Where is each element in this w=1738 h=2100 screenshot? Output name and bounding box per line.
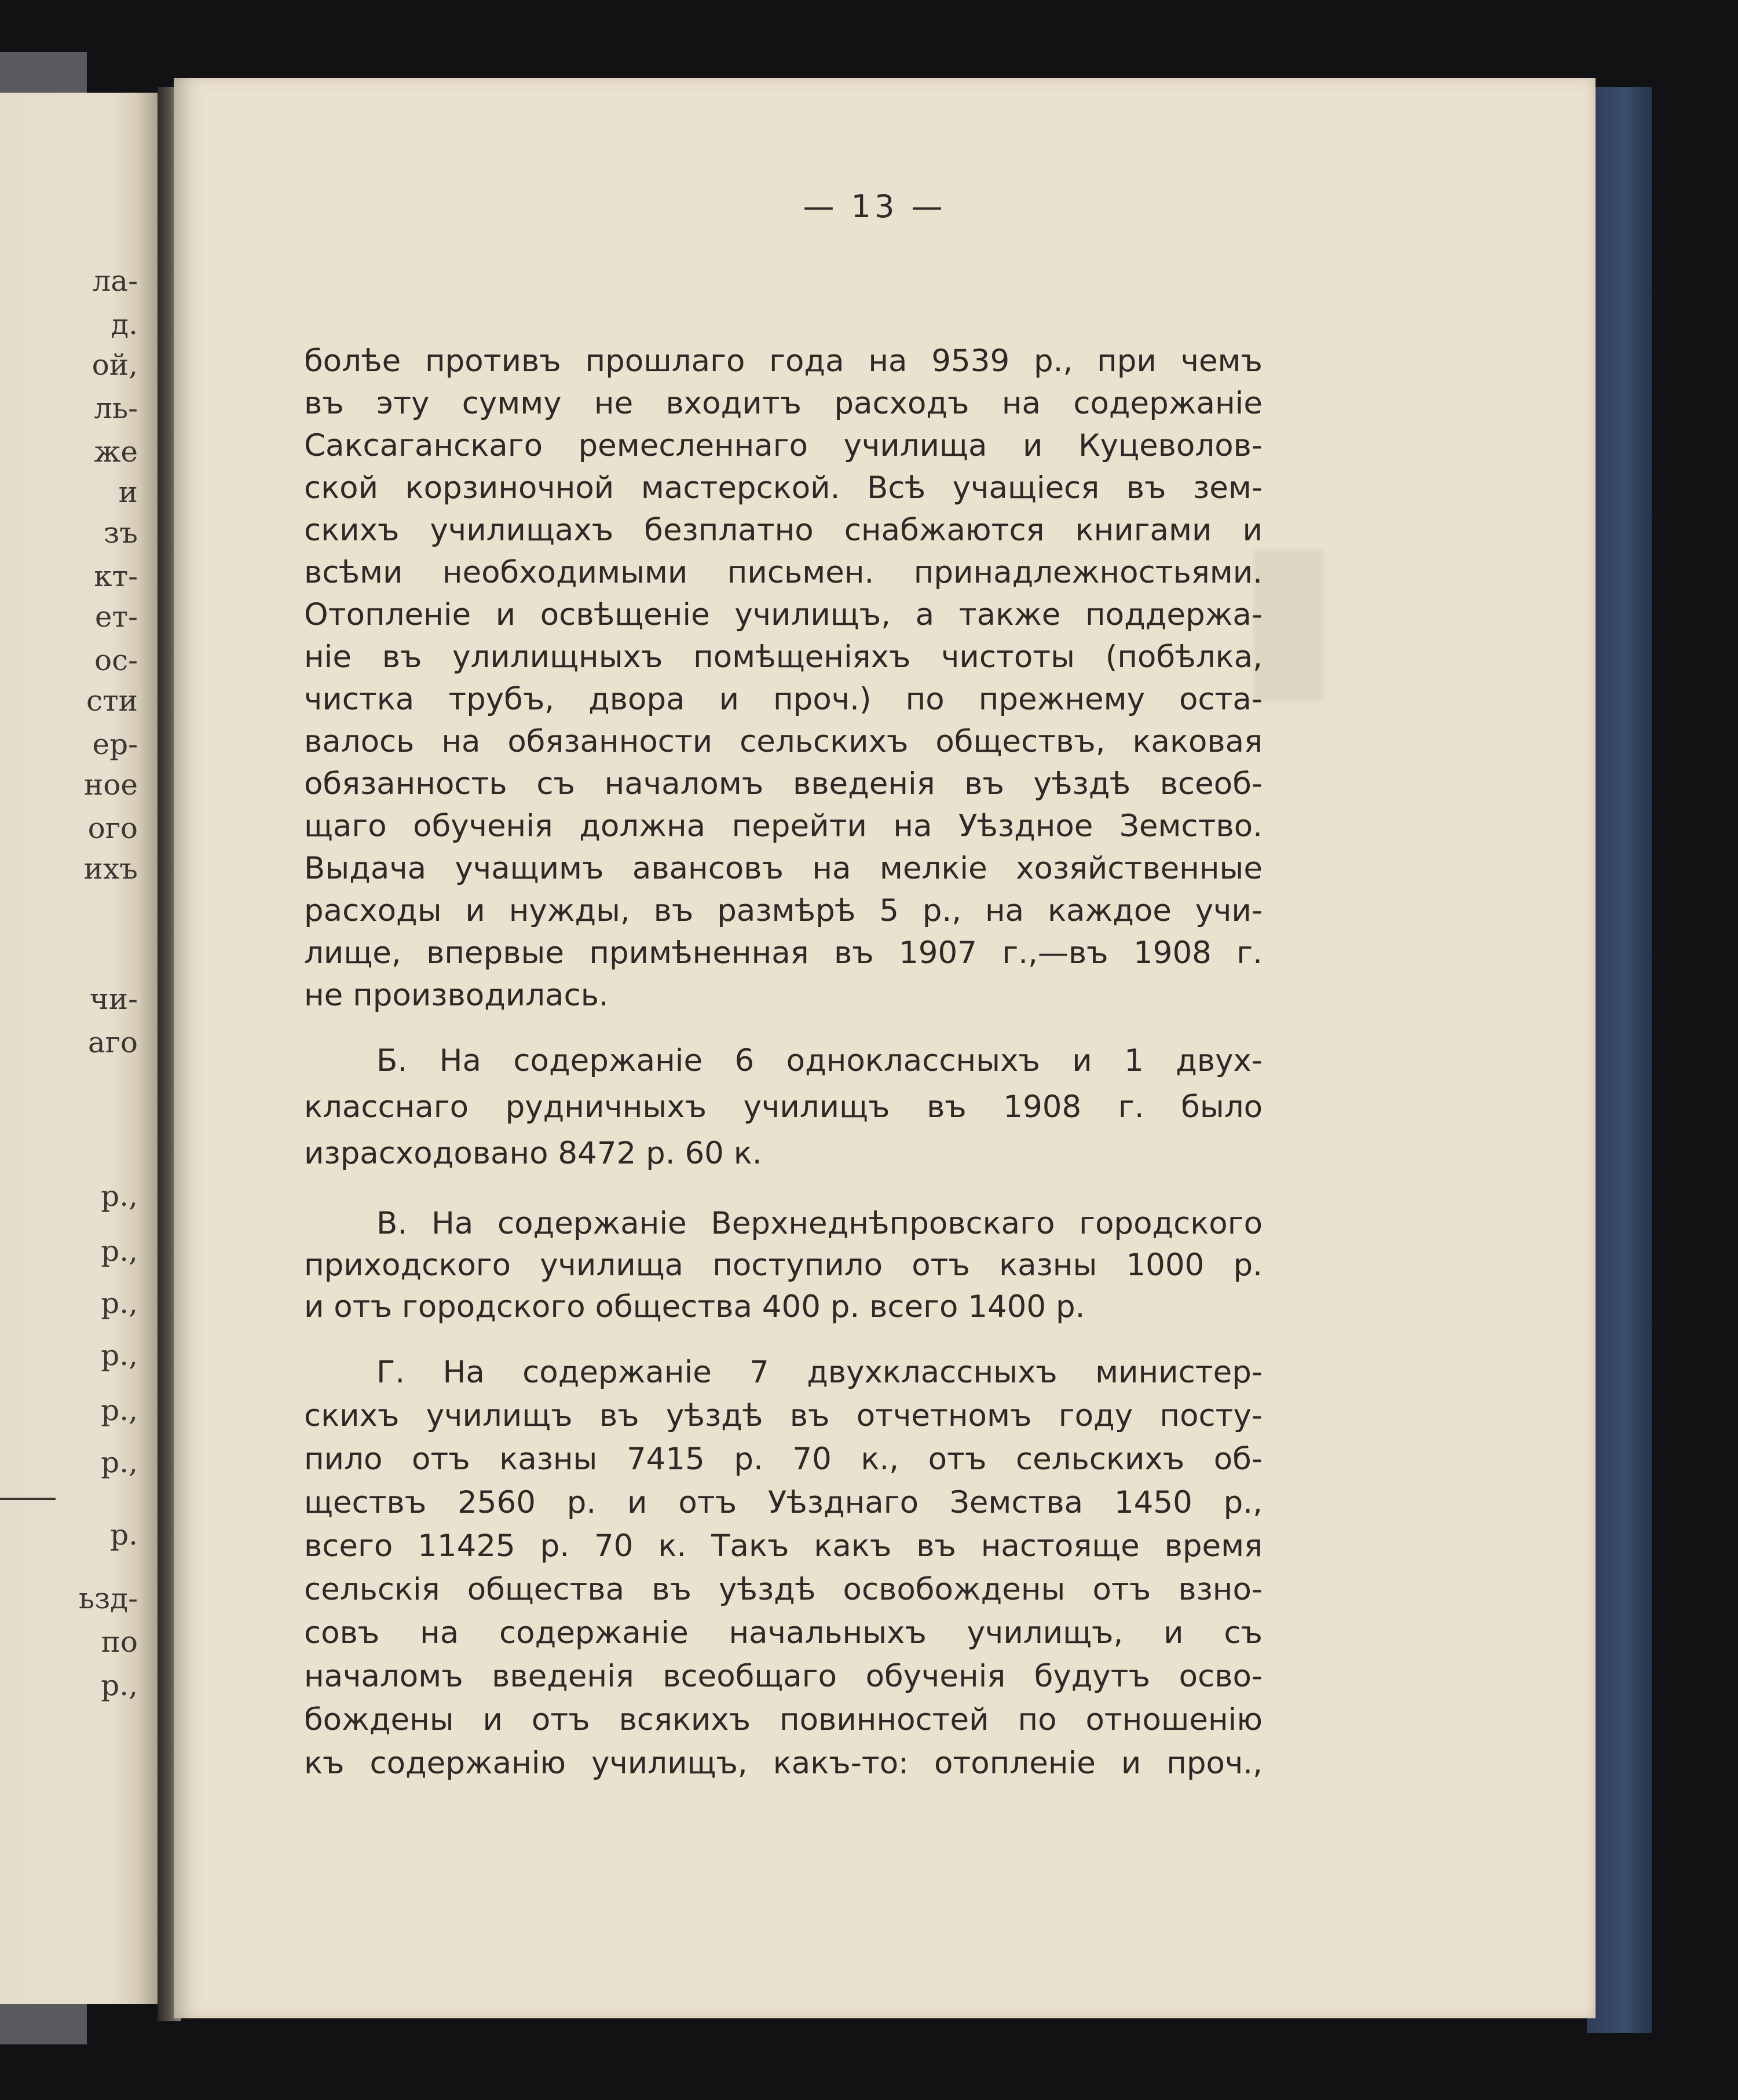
text-line: всего 11425 р. 70 к. Такъ какъ въ настояще время	[304, 1528, 1263, 1564]
paragraph-v	[304, 1203, 1263, 1328]
fragment: д.	[111, 308, 138, 341]
left-rule	[0, 1498, 56, 1500]
fragment: аго	[87, 1026, 138, 1059]
text-line: валось на обязанности сельскихъ обществъ, каковая	[304, 724, 1263, 759]
text-line: ской корзиночной мастерской. Всѣ учащіеся въ зем-	[304, 470, 1263, 506]
text-line: и отъ городского общества 400 р. всего 1400 р.	[304, 1289, 1085, 1325]
fragment: р.	[110, 1518, 138, 1552]
page-number: — 13 —	[803, 188, 946, 225]
text-line: израсходовано 8472 р. 60 к.	[304, 1136, 762, 1171]
fragment: ого	[87, 811, 138, 845]
text-line: всѣми необходимыми письмен. принадлежностьями.	[304, 555, 1263, 590]
fragment: по	[101, 1625, 138, 1659]
text-line: класснаго рудничныхъ училищъ въ 1908 г. было	[304, 1089, 1263, 1125]
stamp-bleed-through	[1254, 550, 1323, 701]
paragraph-b	[304, 1038, 1263, 1177]
text-line: къ содержанію училищъ, какъ-то: отопленіе и проч.,	[304, 1746, 1263, 1781]
previous-page-fragment	[0, 93, 158, 2004]
page-13	[174, 78, 1596, 2018]
fragment: ла-	[92, 264, 138, 298]
text-line: скихъ училищъ въ уѣздѣ въ отчетномъ году посту-	[304, 1398, 1263, 1433]
paragraph-g	[304, 1351, 1263, 1785]
text-line: въ эту сумму не входитъ расходъ на содержаніе	[304, 386, 1263, 421]
fragment: р.,	[101, 1179, 138, 1213]
text-line: совъ на содержаніе начальныхъ училищъ, и съ	[304, 1615, 1263, 1651]
fragment: р.,	[101, 1338, 138, 1372]
text-line: ществъ 2560 р. и отъ Уѣзднаго Земства 1450 р.,	[304, 1485, 1263, 1520]
text-line: скихъ училищахъ безплатно снабжаются книгами и	[304, 513, 1263, 548]
fragment: р.,	[101, 1446, 138, 1479]
text-line: не производилась.	[304, 978, 609, 1013]
fragment: зъ	[103, 516, 138, 550]
text-line: сельскія общества въ уѣздѣ освобождены отъ взно-	[304, 1572, 1263, 1607]
text-line: болѣе противъ прошлаго года на 9539 р., при чемъ	[304, 343, 1263, 379]
fragment: же	[94, 435, 138, 469]
fragment: ное	[83, 768, 138, 802]
text-line: пило отъ казны 7415 р. 70 к., отъ сельскихъ об-	[304, 1442, 1263, 1477]
fragment: р.,	[101, 1234, 138, 1268]
fragment: чи-	[89, 982, 138, 1016]
fragment: кт-	[94, 559, 138, 593]
text-line: Г. На содержаніе 7 двухклассныхъ министер-	[376, 1355, 1263, 1390]
text-line: чистка трубъ, двора и проч.) по прежнему оста-	[304, 682, 1263, 717]
text-line: бождены и отъ всякихъ повинностей по отношенію	[304, 1702, 1263, 1737]
text-line: Б. На содержаніе 6 одноклассныхъ и 1 двух-	[376, 1043, 1263, 1078]
text-line: Саксаганскаго ремесленнаго училища и Куцеволов-	[304, 428, 1263, 463]
fragment: сти	[86, 684, 138, 718]
fragment: ль-	[94, 392, 138, 425]
right-cover-edge	[1587, 87, 1652, 2033]
text-line: лище, впервые примѣненная въ 1907 г.,—въ 1908 г.	[304, 935, 1263, 971]
text-line: Отопленіе и освѣщеніе училищъ, а также поддержа-	[304, 597, 1263, 632]
text-line: приходского училища поступило отъ казны 1000 р.	[304, 1247, 1263, 1283]
fragment: ер-	[92, 727, 138, 761]
fragment: ьзд-	[78, 1582, 138, 1615]
text-line: В. На содержаніе Верхнеднѣпровскаго городского	[376, 1206, 1263, 1241]
text-line: обязанность съ началомъ введенія въ уѣздѣ всеоб-	[304, 766, 1263, 802]
fragment: и	[118, 475, 138, 509]
text-line: Выдача учащимъ авансовъ на мелкіе хозяйственные	[304, 851, 1263, 886]
text-line: ніе въ улилищныхъ помѣщеніяхъ чистоты (побѣлка,	[304, 639, 1263, 675]
paragraph-a	[304, 340, 1263, 1016]
text-line: щаго обученія должна перейти на Уѣздное Земство.	[304, 808, 1263, 844]
fragment: ос-	[94, 643, 138, 677]
text-line: началомъ введенія всеобщаго обученія будутъ осво-	[304, 1659, 1263, 1694]
fragment: р.,	[101, 1669, 138, 1702]
fragment: ой,	[92, 348, 138, 382]
text-line: расходы и нужды, въ размѣрѣ 5 р., на каждое учи-	[304, 893, 1263, 928]
fragment: р.,	[101, 1393, 138, 1427]
fragment: ет-	[94, 600, 138, 634]
fragment: ихъ	[83, 852, 138, 886]
fragment: р.,	[101, 1286, 138, 1320]
